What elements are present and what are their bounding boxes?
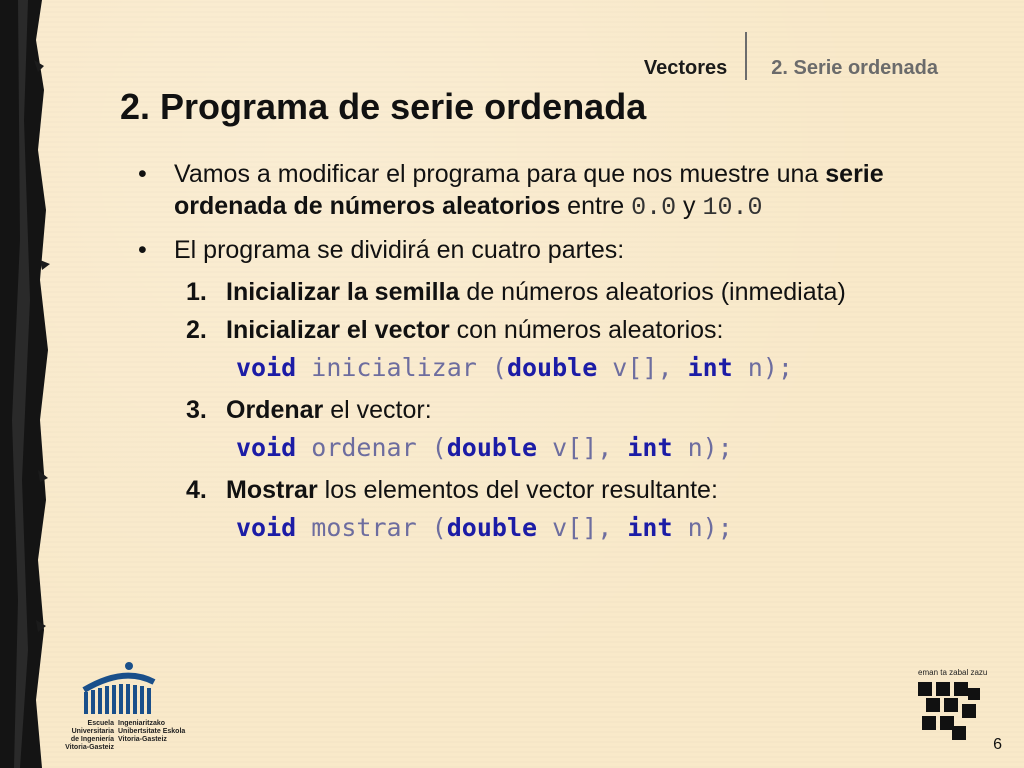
code-keyword: double: [446, 433, 538, 462]
code-keyword: int: [627, 513, 673, 542]
breadcrumb-subsection[interactable]: 2. Serie ordenada: [771, 56, 938, 79]
code-identifier: n);: [732, 353, 793, 382]
bullet-text: El programa se dividirá en cuatro partes:: [174, 236, 625, 264]
bullet-text: y: [676, 192, 703, 220]
inline-code: 10.0: [702, 193, 763, 222]
code-signature: [134, 432, 954, 464]
breadcrumb-section[interactable]: Vectores: [643, 56, 728, 79]
slide-content: [134, 158, 954, 554]
step-text: de números aleatorios (inmediata): [459, 278, 846, 306]
code-signature: [134, 352, 954, 384]
bullet-item: [134, 158, 954, 224]
school-logo-text-es: Escuela Universitaria de Ingeniería Vitoria-Gasteiz: [65, 720, 114, 751]
code-keyword: int: [687, 353, 733, 382]
step-number: 1.: [186, 278, 207, 306]
university-logo-icon: [912, 668, 986, 742]
university-slogan: eman ta zabal zazu: [918, 668, 988, 677]
code-identifier: ordenar (: [296, 433, 447, 462]
bullet-bold-text: serie ordenada de números aleatorios: [174, 160, 884, 220]
bullet-item: [134, 234, 954, 266]
step-number: 2.: [186, 316, 207, 344]
slide-title: 2. Programa de serie ordenada: [120, 86, 647, 127]
code-identifier: mostrar (: [296, 513, 447, 542]
step-item: [134, 474, 954, 506]
school-logo: [44, 660, 194, 750]
step-text: con números aleatorios:: [449, 316, 724, 344]
code-identifier: inicializar (: [296, 353, 507, 382]
step-item: [134, 314, 954, 346]
page-number: 6: [993, 736, 1002, 753]
breadcrumb-divider: [745, 32, 747, 80]
step-text: los elementos del vector resultante:: [317, 476, 718, 504]
code-keyword: int: [627, 433, 673, 462]
code-identifier: n);: [672, 433, 733, 462]
code-identifier: n);: [672, 513, 733, 542]
decorative-brush-stripe: [0, 0, 68, 768]
step-text: el vector:: [323, 396, 432, 424]
step-bold-text: Ordenar: [226, 396, 324, 424]
code-keyword: double: [446, 513, 538, 542]
step-item: [134, 394, 954, 426]
bullet-text: entre: [560, 192, 632, 220]
header-breadcrumb: [644, 44, 938, 92]
step-bold-text: Inicializar el vector: [226, 316, 450, 344]
step-number: 3.: [186, 396, 207, 424]
step-bold-text: Mostrar: [226, 476, 318, 504]
school-logo-icon: [44, 660, 194, 718]
code-keyword: void: [236, 513, 297, 542]
step-item: [134, 276, 954, 308]
code-keyword: double: [506, 353, 598, 382]
step-bold-text: Inicializar la semilla: [226, 278, 460, 306]
school-logo-text-eu: Ingeniaritzako Unibertsitate Eskola Vitoria-Gasteiz: [118, 720, 186, 743]
inline-code: 0.0: [631, 193, 677, 222]
bullet-text: Vamos a modificar el programa para que nos muestre una: [174, 160, 826, 188]
code-identifier: v[],: [537, 513, 628, 542]
code-keyword: void: [236, 353, 297, 382]
step-number: 4.: [186, 476, 207, 504]
code-keyword: void: [236, 433, 297, 462]
code-identifier: v[],: [537, 433, 628, 462]
code-signature: [134, 512, 954, 544]
code-identifier: v[],: [597, 353, 688, 382]
